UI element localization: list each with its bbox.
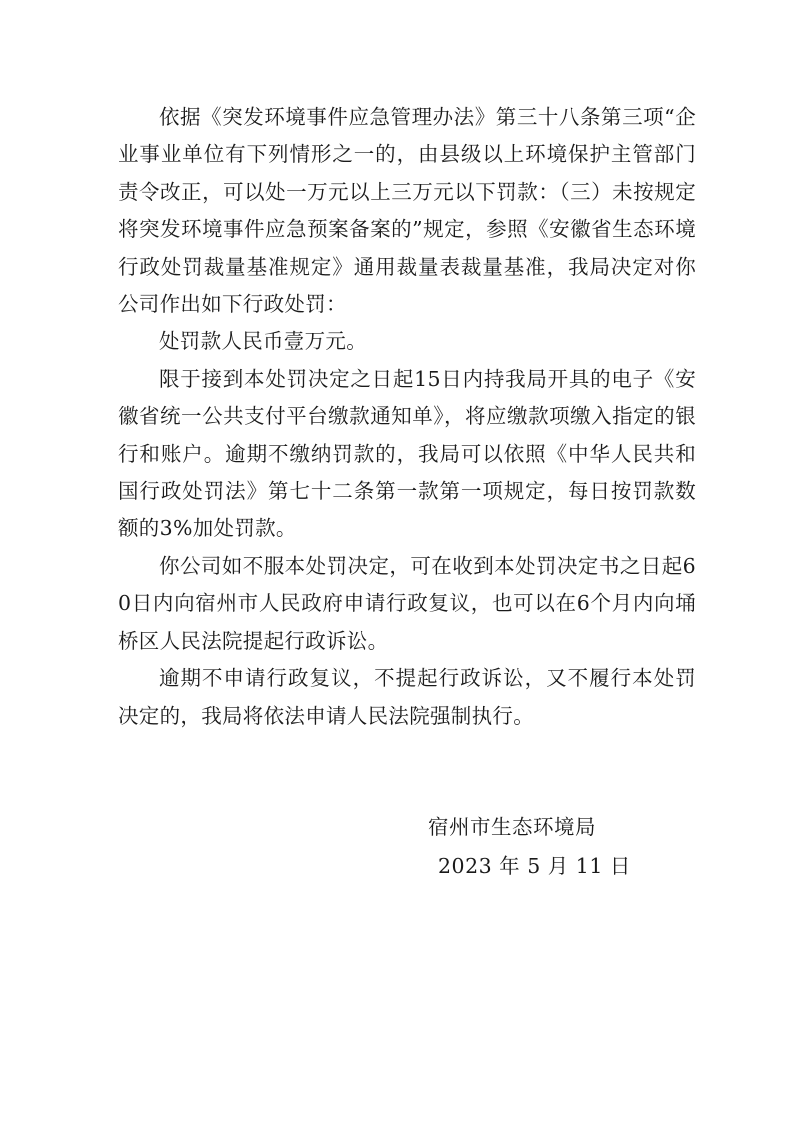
paragraph-enforcement: 逾期不申请行政复议，不提起行政诉讼，又不履行本处罚决定的，我局将依法申请人民法院强制执行。 [118, 666, 696, 728]
signature-date: 2023 年 5 月 11 日 [438, 854, 631, 878]
paragraph-legal-basis: 依据《突发环境事件应急管理办法》第三十八条第三项“企业事业单位有下列情形之一的，由县级以上环境保护主管部门责令改正，可以处一万元以上三万元以下罚款：（三）未按规定将突发环境事件应急预案备案的”规定，参照《安徽省生态环境行政处罚裁量基准规定》通用裁量表裁量基准，我局决定对你公司作出如下行政处罚： [118, 105, 696, 317]
signature-block [420, 809, 631, 885]
signature-organization: 宿州市生态环境局 [428, 815, 596, 839]
document-body [118, 99, 696, 735]
paragraph-appeal: 你公司如不服本处罚决定，可在收到本处罚决定书之日起60日内向宿州市人民政府申请行政复议，也可以在6个月内向埇桥区人民法院提起行政诉讼。 [118, 553, 696, 653]
paragraph-payment: 限于接到本处罚决定之日起15日内持我局开具的电子《安徽省统一公共支付平台缴款通知单》，将应缴款项缴入指定的银行和账户。逾期不缴纳罚款的，我局可以依照《中华人民共和国行政处罚法》第七十二条第一款第一项规定，每日按罚款数额的3%加处罚款。 [118, 366, 696, 541]
paragraph-penalty: 处罚款人民币壹万元。 [159, 329, 367, 354]
